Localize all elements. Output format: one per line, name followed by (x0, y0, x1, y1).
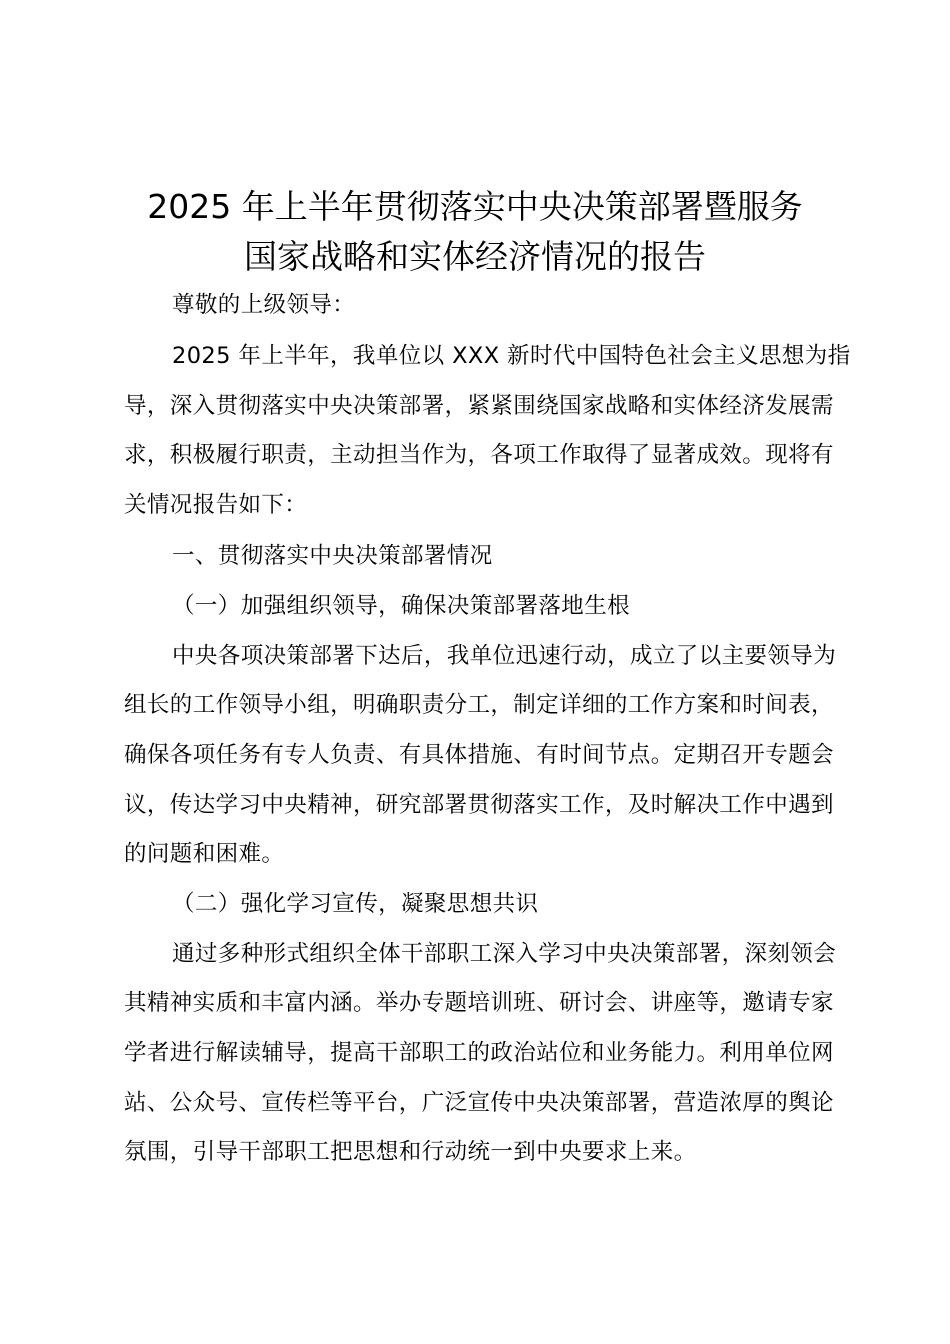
section-heading: 一、贯彻落实中央决策部署情况 (172, 543, 493, 569)
intro-line: 求，积极履行职责，主动担当作为，各项工作取得了显著成效。现将有 (124, 442, 834, 468)
document-title-line-1: 2025 年上半年贯彻落实中央决策部署暨服务 (147, 187, 803, 226)
body-line: 通过多种形式组织全体干部职工深入学习中央决策部署，深刻领会 (172, 941, 837, 967)
body-line: 中央各项决策部署下达后，我单位迅速行动，成立了以主要领导为 (172, 643, 837, 669)
subsection-heading: （二）强化学习宣传，凝聚思想共识 (172, 891, 539, 917)
body-line: 组长的工作领导小组，明确职责分工，制定详细的工作方案和时间表， (124, 692, 834, 718)
document-title-line-2: 国家战略和实体经济情况的报告 (244, 237, 706, 276)
salutation: 尊敬的上级领导： (172, 292, 356, 318)
body-line: 学者进行解读辅导，提高干部职工的政治站位和业务能力。利用单位网 (124, 1040, 834, 1066)
intro-line: 导，深入贯彻落实中央决策部署，紧紧围绕国家战略和实体经济发展需 (124, 393, 834, 419)
body-line: 的问题和困难。 (124, 841, 285, 867)
body-line: 确保各项任务有专人负责、有具体措施、有时间节点。定期召开专题会 (124, 742, 834, 768)
body-line: 站、公众号、宣传栏等平台，广泛宣传中央决策部署，营造浓厚的舆论 (124, 1090, 834, 1116)
body-line: 议，传达学习中央精神，研究部署贯彻落实工作，及时解决工作中遇到 (124, 792, 834, 818)
body-line: 氛围，引导干部职工把思想和行动统一到中央要求上来。 (124, 1139, 697, 1165)
body-line: 其精神实质和丰富内涵。举办专题培训班、研讨会、讲座等，邀请专家 (124, 990, 834, 1016)
intro-line: 关情况报告如下： (124, 492, 308, 518)
intro-line: 2025 年上半年，我单位以 XXX 新时代中国特色社会主义思想为指 (172, 343, 851, 369)
subsection-heading: （一）加强组织领导，确保决策部署落地生根 (172, 593, 631, 619)
